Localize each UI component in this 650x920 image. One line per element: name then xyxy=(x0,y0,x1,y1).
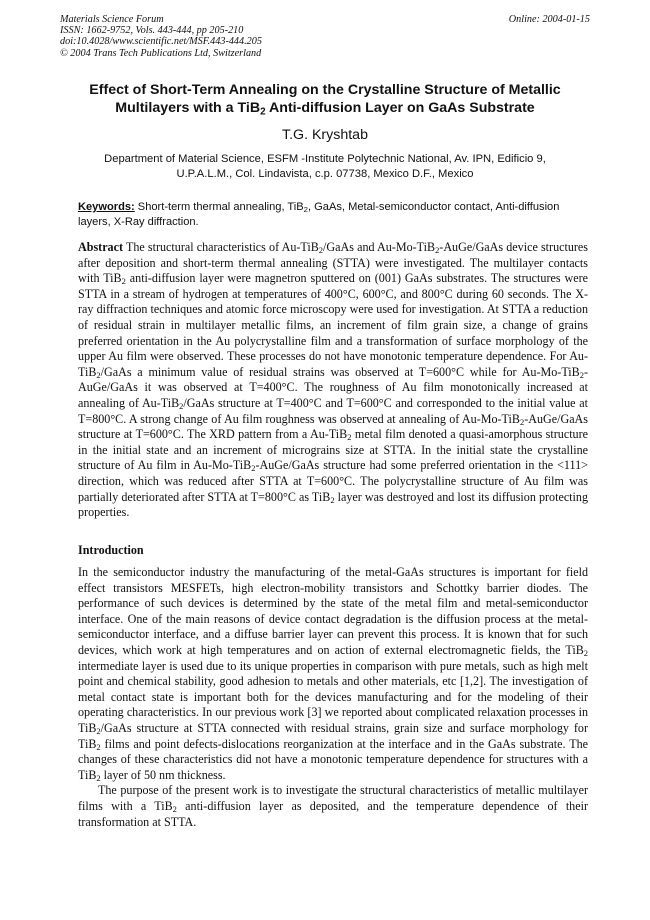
title-line-2: Multilayers with a TiB$_2$ Anti-diffusion Layer on GaAs Substrate xyxy=(115,100,535,118)
issn-line: ISSN: 1662-9752, Vols. 443-444, pp 205-210 xyxy=(60,25,244,37)
publication-header xyxy=(60,14,590,59)
journal-name: Materials Science Forum xyxy=(60,14,164,25)
intro-paragraph-1: In the semiconductor industry the manufacturing of the metal-GaAs structures is important for field effect transistors MESFETs, high electron-mobility transistors and Schottky barrier diodes. The performance of such devices is determined by the state of the metal film and metal-semiconductor interface. One of the main reasons of device contact degradation is the diffusion process at the metal-semiconductor interface, and a diffuse barrier layer can prevent this process. It is known that for such devices, which work at high temperatures and on action of external electromagnetic fields, the TiB$_2$ intermediate layer is used due to its unique properties in comparison with pure metals, such as high melt point and chemical stability, good adhesion to metals and other materials, etc [1,2]. The investigation of metal contact state is important both for the devices manufacturing and for the modeling of their operating characteristics. In our previous work [3] we reported about complicated relaxation processes in TiB$_2$/GaAs structure at STTA connected with residual strains, grain size and surface morphology for TiB$_2$ films and point defects-dislocations reorganization at the interface and in the GaAs substrate. The changes of these characteristics did not have a monotonic temperature dependence for structures with a TiB$_2$ layer of 50 nm thickness. xyxy=(78,565,588,783)
keywords-label: Keywords: xyxy=(78,201,135,213)
introduction-heading: Introduction xyxy=(78,543,144,557)
keywords: Keywords: Short-term thermal annealing, TiB$_2$, GaAs, Metal-semiconductor contact, Anti-diffusion layers, X-Ray diffraction. xyxy=(78,201,560,228)
title-line-1: Effect of Short-Term Annealing on the Crystalline Structure of Metallic xyxy=(89,82,561,98)
copyright-line: © 2004 Trans Tech Publications Ltd, Switzerland xyxy=(60,47,262,59)
introduction-body xyxy=(78,565,588,830)
paper-title xyxy=(70,81,580,117)
doi-line: doi:10.4028/www.scientific.net/MSF.443-444.205 xyxy=(60,36,262,48)
abstract: Abstract The structural characteristics of Au-TiB$_2$/GaAs and Au-Mo-TiB$_2$-AuGe/GaAs device structures after deposition and short-term thermal annealing (STTA) were investigated. The multilayer contacts with TiB$_2$ anti-diffusion layer were magnetron sputtered on (001) GaAs substrates. The structures were STTA in a stream of hydrogen at temperatures of 400°C, 600°C, and 800°C during 60 seconds. The X-ray diffraction techniques and atomic force microscopy were used for investigation. At STTA a reduction of residual strain in multilayer metallic films, an increment of film grain size, a change of grains preferred orientation in the Au polycrystalline film and a transformation of surface morphology of the upper Au film were observed. These processes do not have monotonic temperature dependence. For Au-TiB$_2$/GaAs a minimum value of residual strains was observed at T=600°C while for Au-Mo-TiB$_2$-AuGe/GaAs it was observed at T=400°C. The roughness of Au film monotonically increased at annealing of Au-TiB$_2$/GaAs structure at T=400°C and T=600°C and corresponded to the initial value at T=800°C. A strong change of Au film roughness was observed at annealing of Au-Mo-TiB$_2$-AuGe/GaAs structure at T=600°C. The XRD pattern from a Au-TiB$_2$ metal film denoted a quasi-amorphous structure in the initial state and an increment of micrograins size at STTA. In the initial state the crystalline structure of Au film in Au-Mo-TiB$_2$-AuGe/GaAs structure had some preferred orientation in the <111> direction, which was reduced after STTA at T=600°C. The polycrystalline structure of Au film was partially deteriorated after STTA at T=800°C as TiB$_2$ layer was destroyed and lost its diffusion protecting properties. xyxy=(78,240,588,520)
affiliation xyxy=(74,152,576,182)
affiliation-line-1: Department of Material Science, ESFM -Institute Polytechnic National, Av. IPN, Edificio 9, xyxy=(104,153,546,165)
abstract-label: Abstract xyxy=(78,240,124,254)
intro-paragraph-2: The purpose of the present work is to investigate the structural characteristics of metallic multilayer films with a TiB$_2$ anti-diffusion layer as deposited, and the temperature dependence of their transformation at STTA. xyxy=(78,783,588,829)
online-date: Online: 2004-01-15 xyxy=(508,14,590,25)
affiliation-line-2: U.P.A.L.M., Col. Lindavista, c.p. 07738, Mexico D.F., Mexico xyxy=(176,168,474,180)
author-name: T.G. Kryshtab xyxy=(282,127,368,143)
